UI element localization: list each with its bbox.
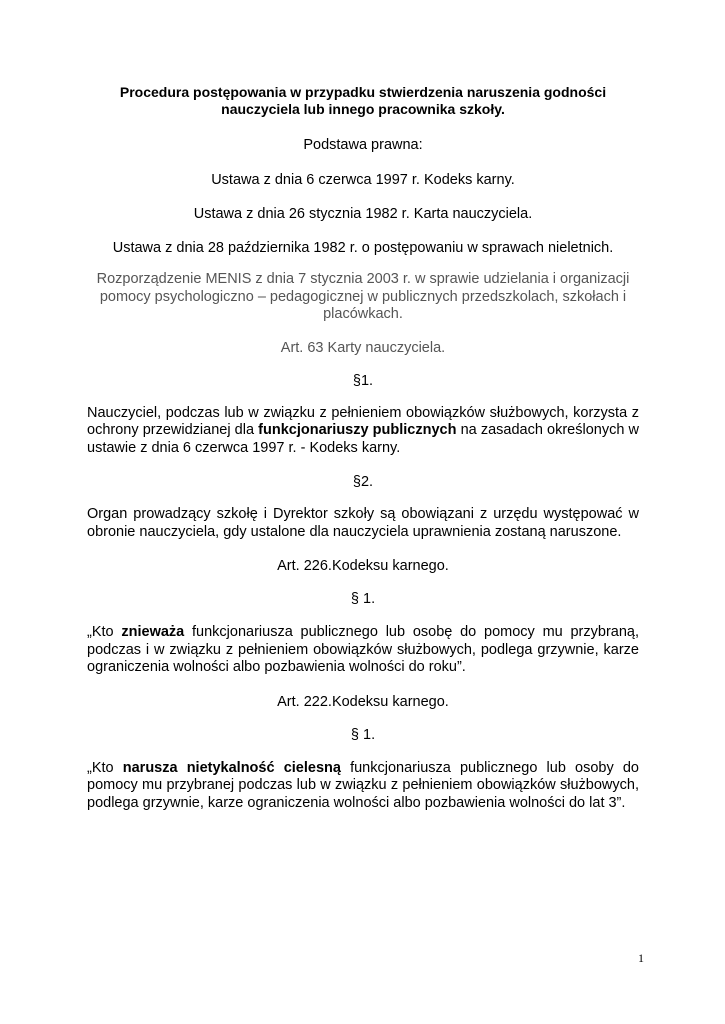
art222-heading: Art. 222.Kodeksu karnego. bbox=[277, 693, 449, 710]
art222-text-bold: narusza nietykalność cielesną bbox=[122, 759, 341, 776]
par1-text-end: na zasadach określonych w ustawie z dnia 6 czerwca 1997 r. - Kodeks karny. bbox=[87, 422, 640, 456]
par1-heading: §1. bbox=[352, 372, 374, 389]
title-line-2: nauczyciela lub innego pracownika szkoły. bbox=[221, 101, 505, 117]
art222-text bbox=[87, 760, 639, 813]
par1-text-bold: funkcjonariuszy publicznych bbox=[258, 422, 457, 438]
art226-text-end: funkcjonariusza publicznego lub osobę do pomocy mu przybraną, podczas i w związku z pełnieniem obowiązków służbowych, podlega grzywnie, karze ograniczenia wolności albo pozbawienia wolności do roku”. bbox=[87, 624, 639, 675]
title-line-1: Procedura postępowania w przypadku stwierdzenia naruszenia godności bbox=[119, 84, 607, 100]
art63-heading: Art. 63 Karty nauczyciela. bbox=[280, 339, 446, 356]
document-body bbox=[87, 84, 639, 812]
basis-item-juvenile-act: Ustawa z dnia 28 października 1982 r. o postępowaniu w sprawach nieletnich. bbox=[112, 240, 614, 256]
legal-basis-heading: Podstawa prawna: bbox=[303, 137, 423, 153]
art226-text-bold: znieważa bbox=[121, 624, 185, 640]
page-number: 1 bbox=[638, 951, 644, 965]
regulation-menis: Rozporządzenie MENIS z dnia 7 stycznia 2003 r. w sprawie udzielania i organizacji pomocy psychologiczno – pedagogicznej w publicznych przedszkolach, szkołach i placówkach. bbox=[96, 271, 630, 322]
document-title bbox=[87, 84, 639, 118]
art226-par-heading: § 1. bbox=[350, 591, 376, 607]
par1-text-start: Nauczyciel, podczas lub w związku z pełnieniem obowiązków służbowych, korzysta z ochrony przewidzianej dla bbox=[87, 404, 639, 438]
par2-text: Organ prowadzący szkołę i Dyrektor szkoły są obowiązani z urzędu występować w obronie nauczyciela, gdy ustalone dla nauczyciela uprawnienia zostaną naruszone. bbox=[87, 506, 639, 540]
art226-text bbox=[87, 624, 639, 677]
art226-heading: Art. 226.Kodeksu karnego. bbox=[277, 558, 449, 574]
art222-par-heading: § 1. bbox=[350, 726, 376, 743]
art222-text-end: funkcjonariusza publicznego lub osoby do pomocy mu przybranej podczas lub w związku z pełnieniem obowiązków służbowych, podlega grzywnie, karze ograniczenia wolności albo pozbawienia wolności do lat 3”. bbox=[87, 759, 639, 811]
basis-item-teachers-charter: Ustawa z dnia 26 stycznia 1982 r. Karta nauczyciela. bbox=[193, 206, 533, 222]
art222-text-start: „Kto bbox=[87, 759, 123, 776]
par1-text bbox=[87, 405, 639, 458]
art226-text-start: „Kto bbox=[87, 624, 122, 640]
basis-item-penal-code: Ustawa z dnia 6 czerwca 1997 r. Kodeks karny. bbox=[211, 172, 515, 188]
par2-heading: §2. bbox=[352, 474, 374, 490]
